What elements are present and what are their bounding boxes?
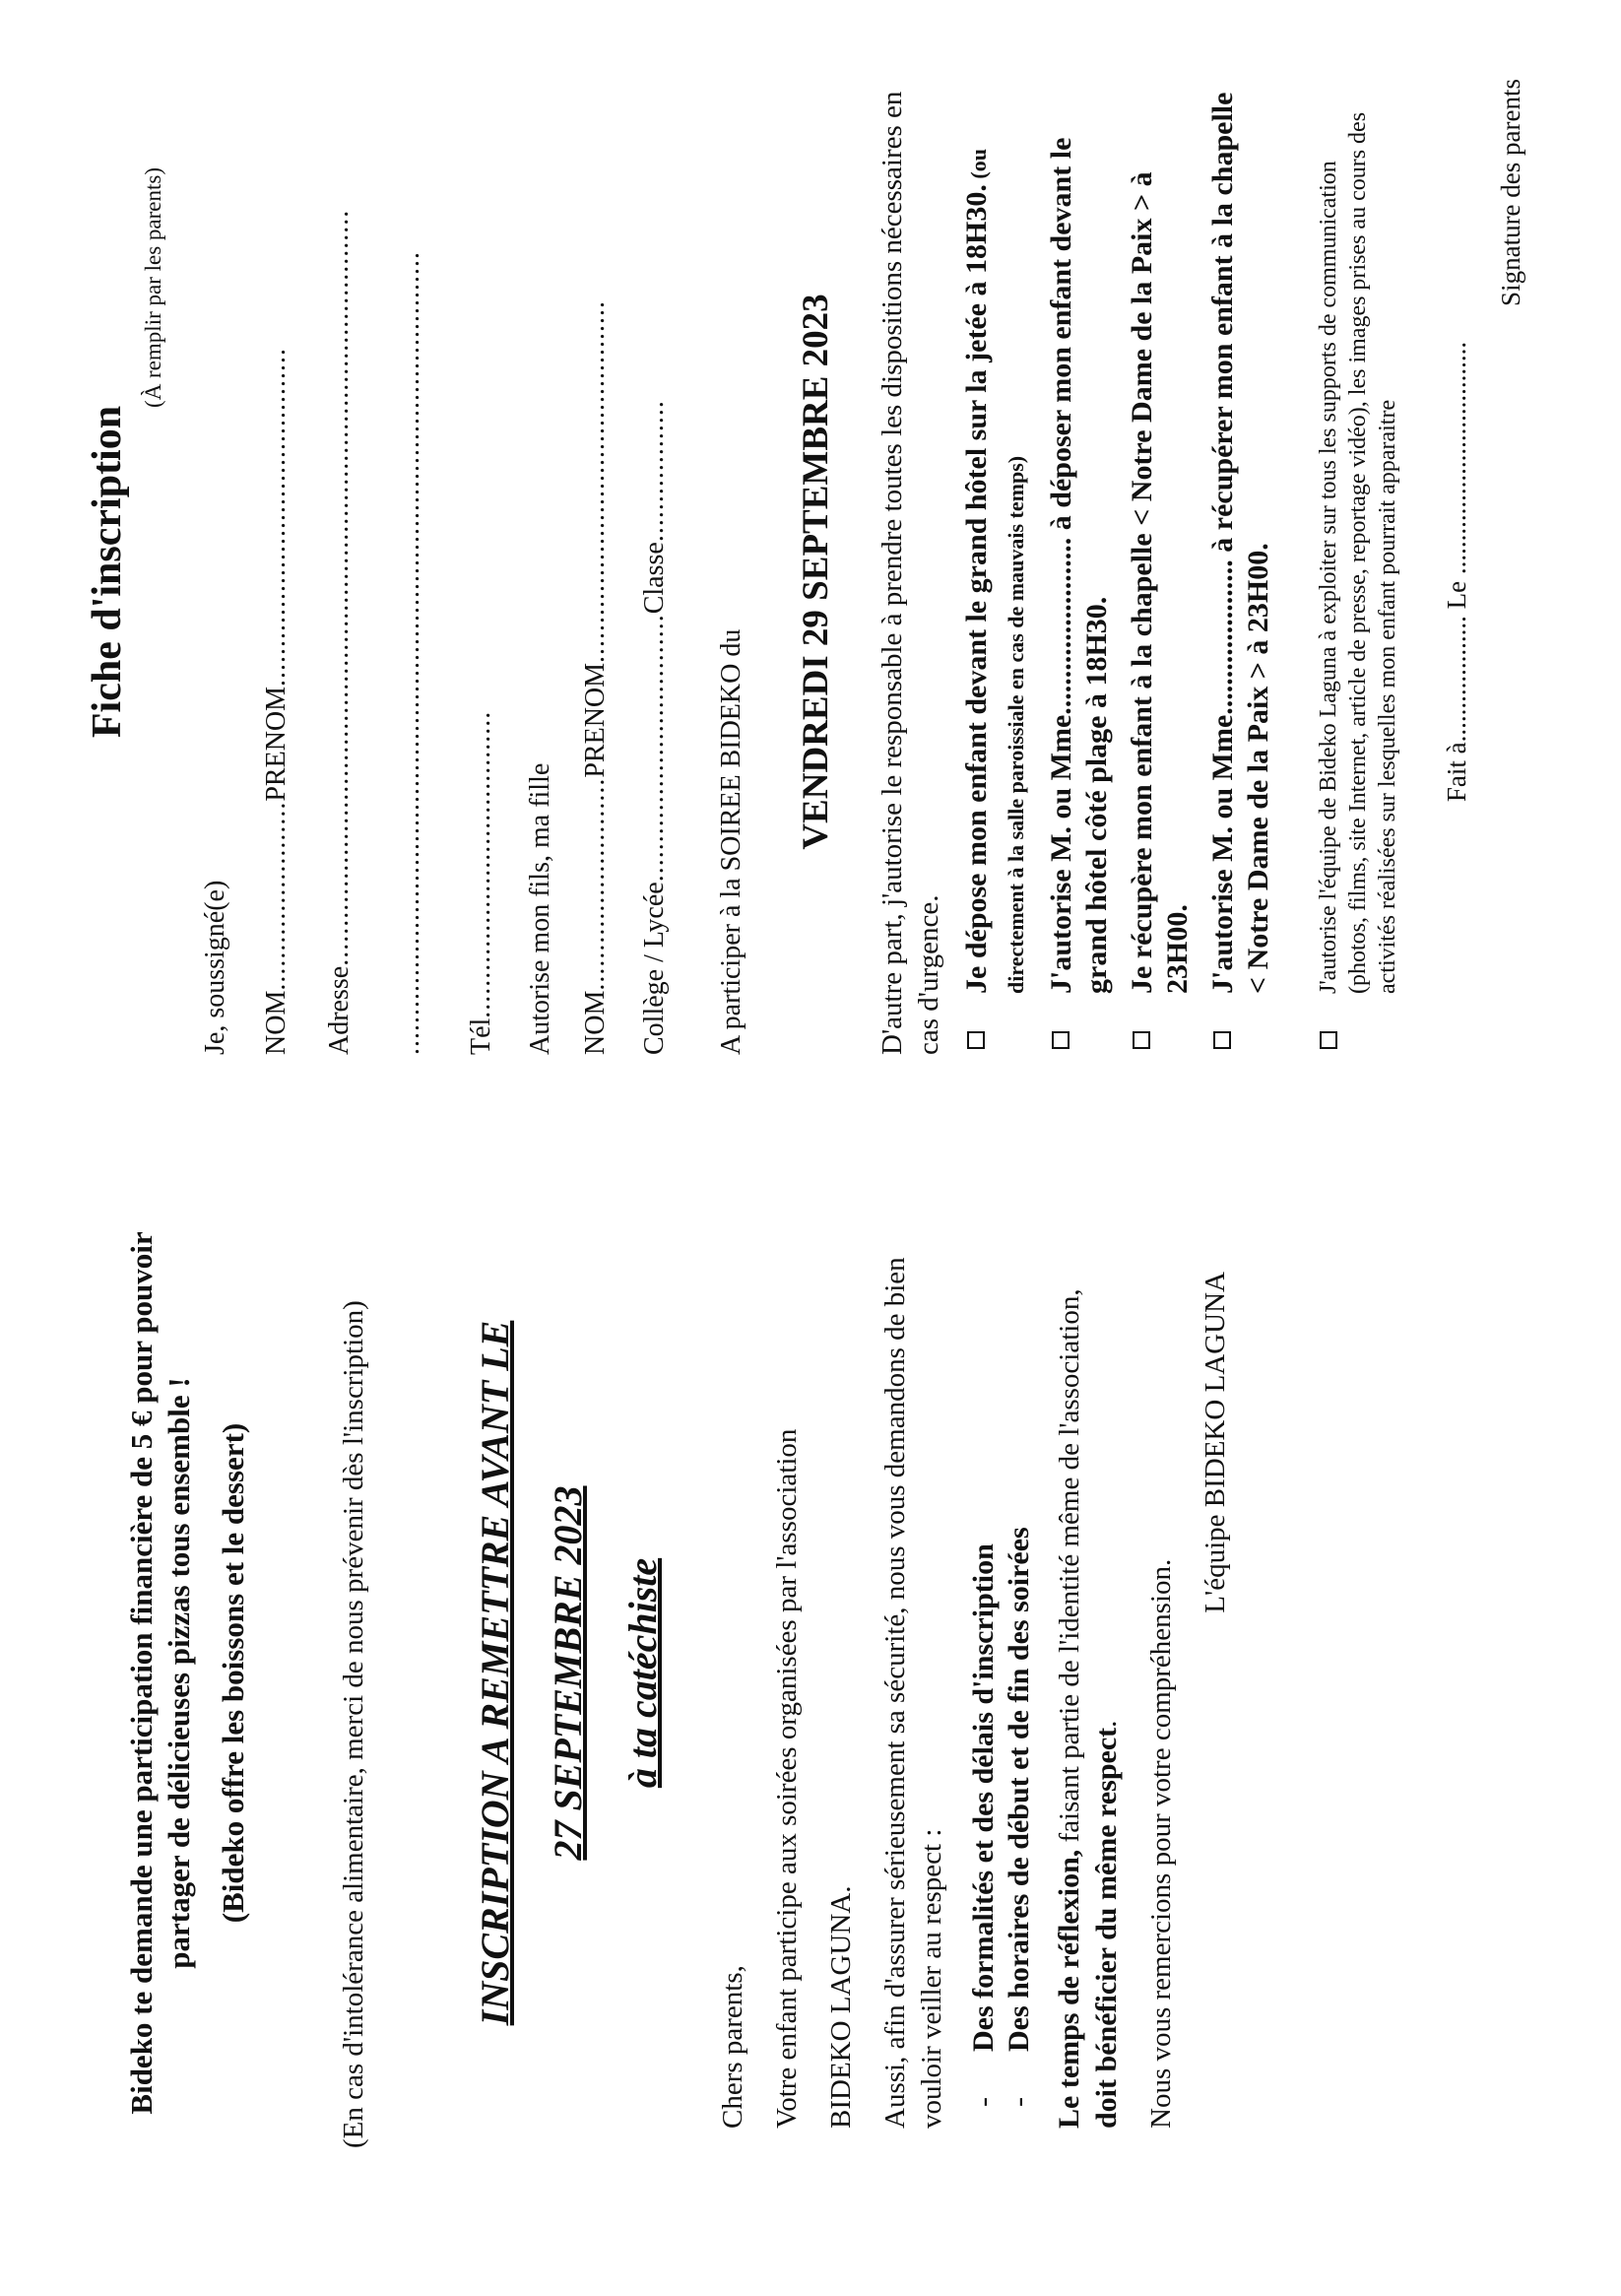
classe-field[interactable]: ..................	[639, 400, 670, 543]
checkbox[interactable]	[1133, 1031, 1150, 1049]
reflection-paragraph	[1051, 1217, 1126, 2129]
college-label: Collège / Lycée	[639, 882, 670, 1055]
phone-line	[466, 89, 497, 1055]
adresse-field-2[interactable]: ......................................................................................................	[395, 251, 425, 1055]
reflection-normal: faisant partie de l'identité même de l'association,	[1054, 1288, 1085, 1850]
rule-item: - Des formalités et des délais d'inscription	[967, 1543, 1000, 2107]
emergency-authorization: D'autre part, j'autorise le responsable à prendre toutes les dispositions nécessaires en cas d'urgence.	[876, 91, 944, 1055]
deadline-date: 27 SEPTEMBRE 2023	[546, 1485, 590, 1861]
adresse-label: Adresse	[324, 965, 355, 1055]
tel-label: Tél	[466, 1017, 496, 1055]
child-nom-label: NOM	[580, 990, 611, 1055]
soussigne-label: Je, soussigné(e)	[200, 880, 230, 1055]
thanks-text: Nous vous remercions pour votre compréhension.	[1145, 1558, 1177, 2129]
participation-line-2: partager de délicieuses pizzas tous ensemble !	[162, 1377, 196, 1969]
info-panel	[0, 1148, 1621, 2296]
child-nom-field[interactable]: ...........................	[580, 777, 611, 991]
nom-field[interactable]: ........................	[261, 801, 292, 991]
school-line	[639, 89, 671, 1055]
child-prenom-field[interactable]: ..............................................	[580, 299, 611, 663]
allergy-note: (En cas d'intolérance alimentaire, merci de nous prévenir dès l'inscription)	[338, 1300, 369, 2148]
place-date-line[interactable]: Fait à................... Le ...................................	[1442, 341, 1471, 803]
paragraph-association-line-1: Votre enfant participe aux soirées organisées par l'association	[771, 1428, 803, 2129]
parent-signature-label: Signature des parents	[1496, 79, 1525, 306]
media-consent	[1314, 89, 1402, 1055]
option-pickup-self	[1125, 89, 1196, 1055]
option-note: (ou directement à la salle paroissiale en cas de mauvais temps)	[966, 149, 1028, 994]
rule-text: Des formalités et des délais d'inscription	[967, 1543, 1000, 2052]
prenom-label: PRENOM	[261, 686, 292, 802]
greeting: Chers parents,	[717, 1965, 748, 2129]
association-name: BIDEKO LAGUNA.	[825, 1885, 857, 2129]
participation-text	[123, 1217, 198, 2129]
form-subtitle: (À remplir par les parents)	[141, 167, 165, 408]
media-consent-item	[1314, 89, 1402, 1055]
option-pickup-other	[1205, 89, 1276, 1055]
college-field[interactable]: ..................................	[639, 614, 670, 883]
participation-line-1: Bideko te demande une participation financière de 5 € pour pouvoir	[124, 1231, 159, 2115]
classe-label: Classe	[639, 542, 670, 615]
checkbox[interactable]	[967, 1031, 985, 1049]
prenom-field[interactable]: ...........................................	[261, 347, 292, 687]
event-date: VENDREDI 29 SEPTEMBRE 2023	[796, 294, 836, 850]
option-text: J'autorise M. ou Mme........................ à déposer mon enfant devant le grand hôtel côté plage à 18H30.	[1045, 137, 1113, 994]
reflection-end: .	[1091, 1720, 1123, 1728]
team-signature: L'équipe BIDEKO LAGUNA	[1200, 1272, 1231, 1613]
child-name-line	[580, 89, 612, 1055]
form-title: Fiche d'inscription	[85, 405, 130, 739]
adresse-field[interactable]: ................................................................................................	[324, 209, 355, 966]
pickup-options	[959, 89, 1276, 1055]
nom-label: NOM	[261, 990, 292, 1055]
address-line	[324, 89, 356, 1055]
participation-label: A participer à la SOIREE BIDEKO du	[716, 628, 746, 1055]
drinks-note: (Bideko offre les boissons et le dessert)	[216, 1422, 250, 1924]
checkbox[interactable]	[1052, 1031, 1070, 1049]
authorize-child-label: Autorise mon fils, ma fille	[525, 762, 555, 1055]
reflection-bold: Le temps de réflexion,	[1053, 1849, 1085, 2129]
parent-name-line	[261, 89, 292, 1055]
checkbox[interactable]	[1320, 1031, 1337, 1049]
rules-list	[966, 1217, 1037, 2107]
tel-field[interactable]: .......................................	[466, 710, 496, 1018]
checkbox[interactable]	[1213, 1031, 1231, 1049]
child-prenom-label: PRENOM	[580, 662, 611, 778]
option-text: Je récupère mon enfant à la chapelle < Notre Dame de la Paix > à 23H00.	[1126, 171, 1194, 994]
deadline-heading: INSCRIPTION A REMETTRE AVANT LE	[473, 1320, 517, 2026]
option-dropoff-self	[959, 89, 1034, 1055]
rule-item: - Des horaires de début et de fin des soirées	[1003, 1527, 1035, 2107]
address-line-2	[395, 89, 426, 1055]
reflection-bold-2: doit bénéficier du même respect	[1090, 1727, 1123, 2129]
paragraph-security: Aussi, afin d'assurer sérieusement sa sécurité, nous vous demandons de bien vouloir veiller au respect :	[879, 1257, 947, 2129]
media-consent-text: J'autorise l'équipe de Bideko Laguna à exploiter sur tous les supports de communication (photos, films, site Internet, article de presse, reportage vidéo), les images prises au cours des activités réalisées sur lesquelles mon enfant pourrait apparaitre	[1316, 111, 1400, 994]
option-text: J'autorise M. ou Mme..................... à récupérer mon enfant à la chapelle < Notre Dame de la Paix > à 23H00.	[1206, 92, 1274, 994]
option-text: Je dépose mon enfant devant le grand hôtel sur la jetée à 18H30.	[960, 184, 993, 994]
deadline-recipient: à ta catéchiste	[620, 1557, 665, 1789]
paragraph-association	[769, 1217, 806, 2129]
option-dropoff-other	[1044, 89, 1115, 1055]
rule-text: Des horaires de début et de fin des soirées	[1003, 1527, 1035, 2052]
